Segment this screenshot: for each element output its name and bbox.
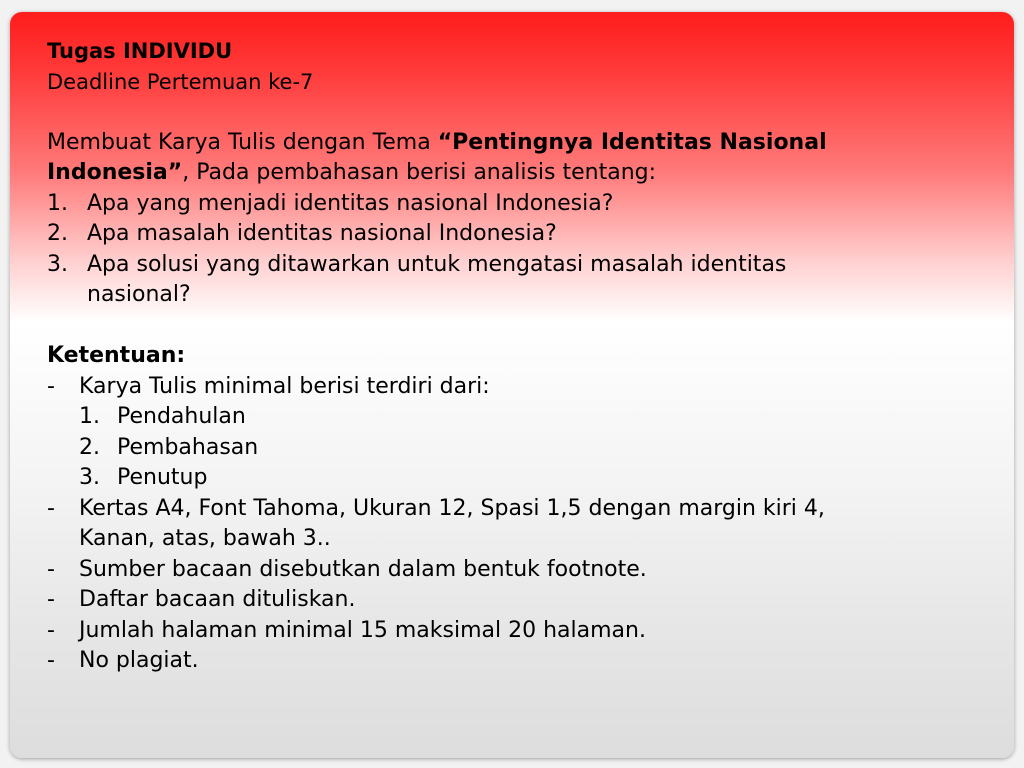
question-number: 3. <box>47 251 68 277</box>
spacer <box>47 311 977 342</box>
intro-line-2 <box>47 158 977 189</box>
section-text: Penutup <box>117 465 208 490</box>
question-number: 1. <box>47 190 68 216</box>
rule-text: No plagiat. <box>79 648 199 673</box>
rule-text: Jumlah halaman minimal 15 maksimal 20 halaman. <box>79 617 646 643</box>
rule-item <box>47 372 977 403</box>
section-number: 1. <box>79 404 100 429</box>
rule-text: Daftar bacaan dituliskan. <box>79 587 356 612</box>
intro-suffix: , Pada pembahasan berisi analisis tentang: <box>182 160 657 185</box>
slide-content <box>47 36 977 677</box>
section-text: Pembahasan <box>117 434 259 460</box>
rule-continuation: Kanan, atas, bawah 3.. <box>79 526 331 551</box>
rule-dash: - <box>47 556 55 582</box>
ketentuan-title: Ketentuan: <box>47 343 186 368</box>
section-item <box>79 463 977 494</box>
rule-item <box>47 616 977 647</box>
rule-text: Sumber bacaan disebutkan dalam bentuk footnote. <box>79 556 647 582</box>
rule-item <box>47 494 977 525</box>
section-item <box>79 433 977 464</box>
intro-line-1 <box>47 128 977 159</box>
intro-theme-part1: “Pentingnya Identitas Nasional <box>437 129 827 155</box>
rule-dash: - <box>47 617 55 643</box>
rule-dash: - <box>47 495 55 521</box>
question-item <box>47 250 977 281</box>
slide <box>10 12 1014 758</box>
intro-prefix: Membuat Karya Tulis dengan Tema <box>47 129 438 155</box>
deadline-text: Deadline Pertemuan ke-7 <box>47 69 314 94</box>
rule-item <box>47 646 977 677</box>
question-number: 2. <box>47 221 68 246</box>
rule-dash: - <box>47 648 55 673</box>
question-text: Apa yang menjadi identitas nasional Indonesia? <box>87 190 614 216</box>
rule-item <box>47 555 977 586</box>
section-text: Pendahulan <box>117 404 246 429</box>
section-number: 3. <box>79 465 100 490</box>
rule-dash: - <box>47 587 55 612</box>
question-text: Apa masalah identitas nasional Indonesia? <box>87 221 557 246</box>
question-continuation: nasional? <box>87 282 191 307</box>
question-item <box>47 219 977 250</box>
section-number: 2. <box>79 434 100 460</box>
section-item <box>79 402 977 433</box>
question-item <box>47 189 977 220</box>
task-title: Tugas INDIVIDU <box>47 39 233 63</box>
spacer <box>47 97 977 128</box>
rule-item <box>47 585 977 616</box>
rule-dash: - <box>47 373 55 399</box>
rule-text: Kertas A4, Font Tahoma, Ukuran 12, Spasi 1,5 dengan margin kiri 4, <box>79 495 825 521</box>
rule-text: Karya Tulis minimal berisi terdiri dari: <box>79 373 490 399</box>
intro-theme-part2: Indonesia” <box>47 160 183 185</box>
section-list <box>47 402 977 494</box>
question-text: Apa solusi yang ditawarkan untuk mengatasi masalah identitas <box>87 251 787 277</box>
